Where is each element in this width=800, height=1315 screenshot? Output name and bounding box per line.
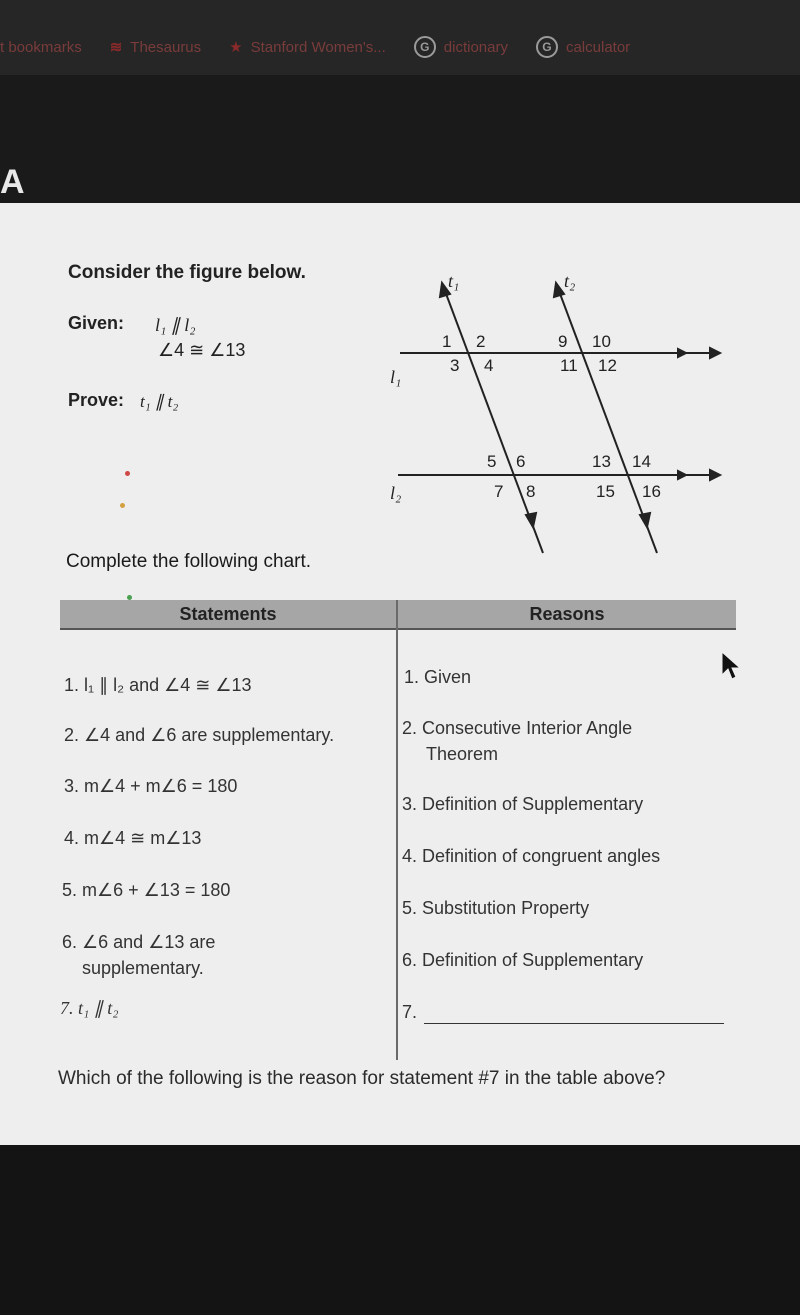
stray-mark bbox=[125, 471, 130, 476]
cropped-letter: A bbox=[0, 163, 25, 201]
given-congruent-angles: ∠4 ≅ ∠13 bbox=[158, 340, 246, 360]
reason-7: 7. bbox=[402, 1002, 418, 1022]
angle-label: 1 bbox=[442, 332, 452, 351]
prove-statement: t₁ ∥ t₂ bbox=[140, 392, 179, 411]
prove-label: Prove: bbox=[68, 390, 125, 410]
bookmark-label: Thesaurus bbox=[130, 38, 202, 56]
reason-5: 5. Substitution Property bbox=[402, 898, 590, 918]
reason-6: 6. Definition of Supplementary bbox=[402, 950, 644, 970]
arrowhead bbox=[554, 283, 564, 297]
arrowhead bbox=[678, 349, 686, 357]
statement-6: 6. ∠6 and ∠13 are bbox=[62, 932, 216, 952]
bookmarks-bar bbox=[0, 0, 800, 75]
statement-7: 7. t₁ ∥ t₂ bbox=[60, 998, 119, 1018]
angle-label: 8 bbox=[526, 482, 536, 501]
google-icon: G bbox=[414, 36, 436, 58]
angle-label: 2 bbox=[476, 332, 486, 351]
angle-label: 7 bbox=[494, 482, 504, 501]
reason-3: 3. Definition of Supplementary bbox=[402, 794, 644, 814]
arrowhead bbox=[640, 513, 650, 527]
thesaurus-icon: ≋ bbox=[109, 39, 123, 56]
parallel-lines-figure bbox=[380, 265, 730, 555]
table-header bbox=[60, 600, 736, 630]
google-icon: G bbox=[536, 36, 558, 58]
bookmark-thesaurus[interactable] bbox=[110, 38, 201, 56]
angle-label: 3 bbox=[450, 356, 460, 375]
statement-6-cont: supplementary. bbox=[82, 958, 204, 978]
angle-label: 4 bbox=[484, 356, 494, 375]
arrowhead bbox=[526, 513, 536, 527]
bookmark-label: t bookmarks bbox=[0, 38, 82, 56]
bookmark-label: calculator bbox=[565, 38, 631, 56]
chart-instruction: Complete the following chart. bbox=[66, 551, 312, 572]
page-header-band bbox=[0, 75, 800, 203]
bookmark-all[interactable] bbox=[0, 39, 82, 56]
angle-label: 10 bbox=[592, 332, 611, 351]
statement-5: 5. m∠6 + ∠13 = 180 bbox=[62, 880, 231, 900]
angle-label: 14 bbox=[632, 452, 651, 471]
transversal-label: t₁ bbox=[448, 271, 460, 291]
angle-label: 13 bbox=[592, 452, 611, 471]
header-reasons: Reasons bbox=[529, 604, 605, 624]
reason-1: 1. Given bbox=[404, 667, 472, 687]
reason-2: 2. Consecutive Interior Angle bbox=[402, 718, 633, 738]
angle-label: 9 bbox=[558, 332, 568, 351]
line-label: l₂ bbox=[390, 483, 402, 503]
bookmark-calculator[interactable] bbox=[536, 36, 630, 58]
angle-label: 6 bbox=[516, 452, 526, 471]
arrowhead bbox=[710, 348, 720, 358]
arrowhead bbox=[678, 471, 686, 479]
angle-label: 5 bbox=[487, 452, 497, 471]
column-divider bbox=[396, 600, 398, 1060]
stray-mark bbox=[120, 503, 125, 508]
angle-label: 16 bbox=[642, 482, 661, 501]
statement-3: 3. m∠4 + m∠6 = 180 bbox=[64, 776, 238, 796]
star-icon: ★ bbox=[229, 39, 243, 56]
given-parallel-lines: l₁ ∥ l₂ bbox=[155, 315, 196, 335]
statement-4: 4. m∠4 ≅ m∠13 bbox=[64, 828, 202, 848]
statement-1: 1. l₁ ∥ l₂ and ∠4 ≅ ∠13 bbox=[64, 675, 252, 695]
bookmarks-strip bbox=[0, 30, 800, 64]
problem-intro: Consider the figure below. bbox=[68, 262, 306, 283]
given-label: Given: bbox=[68, 313, 125, 333]
line-label: l₁ bbox=[390, 367, 402, 387]
statement-2: 2. ∠4 and ∠6 are supplementary. bbox=[64, 725, 335, 745]
bookmark-label: dictionary bbox=[443, 38, 508, 56]
header-statements: Statements bbox=[179, 604, 277, 624]
bookmark-stanford[interactable] bbox=[229, 38, 386, 56]
angle-label: 12 bbox=[598, 356, 617, 375]
bookmark-dictionary[interactable] bbox=[414, 36, 508, 58]
angle-label: 15 bbox=[596, 482, 615, 501]
bookmark-label: Stanford Women's... bbox=[250, 38, 386, 56]
transversal-t2 bbox=[556, 283, 657, 553]
reason-4: 4. Definition of congruent angles bbox=[402, 846, 661, 866]
angle-label: 11 bbox=[560, 356, 578, 375]
worksheet bbox=[0, 203, 800, 1145]
reason-2-cont: Theorem bbox=[426, 744, 499, 764]
arrowhead bbox=[710, 470, 720, 480]
transversal-t1 bbox=[442, 283, 543, 553]
reason-7-blank bbox=[424, 1023, 724, 1024]
question-text: Which of the following is the reason for statement #7 in the table above? bbox=[58, 1068, 666, 1089]
transversal-label: t₂ bbox=[564, 271, 576, 291]
mouse-cursor-icon bbox=[720, 651, 742, 681]
